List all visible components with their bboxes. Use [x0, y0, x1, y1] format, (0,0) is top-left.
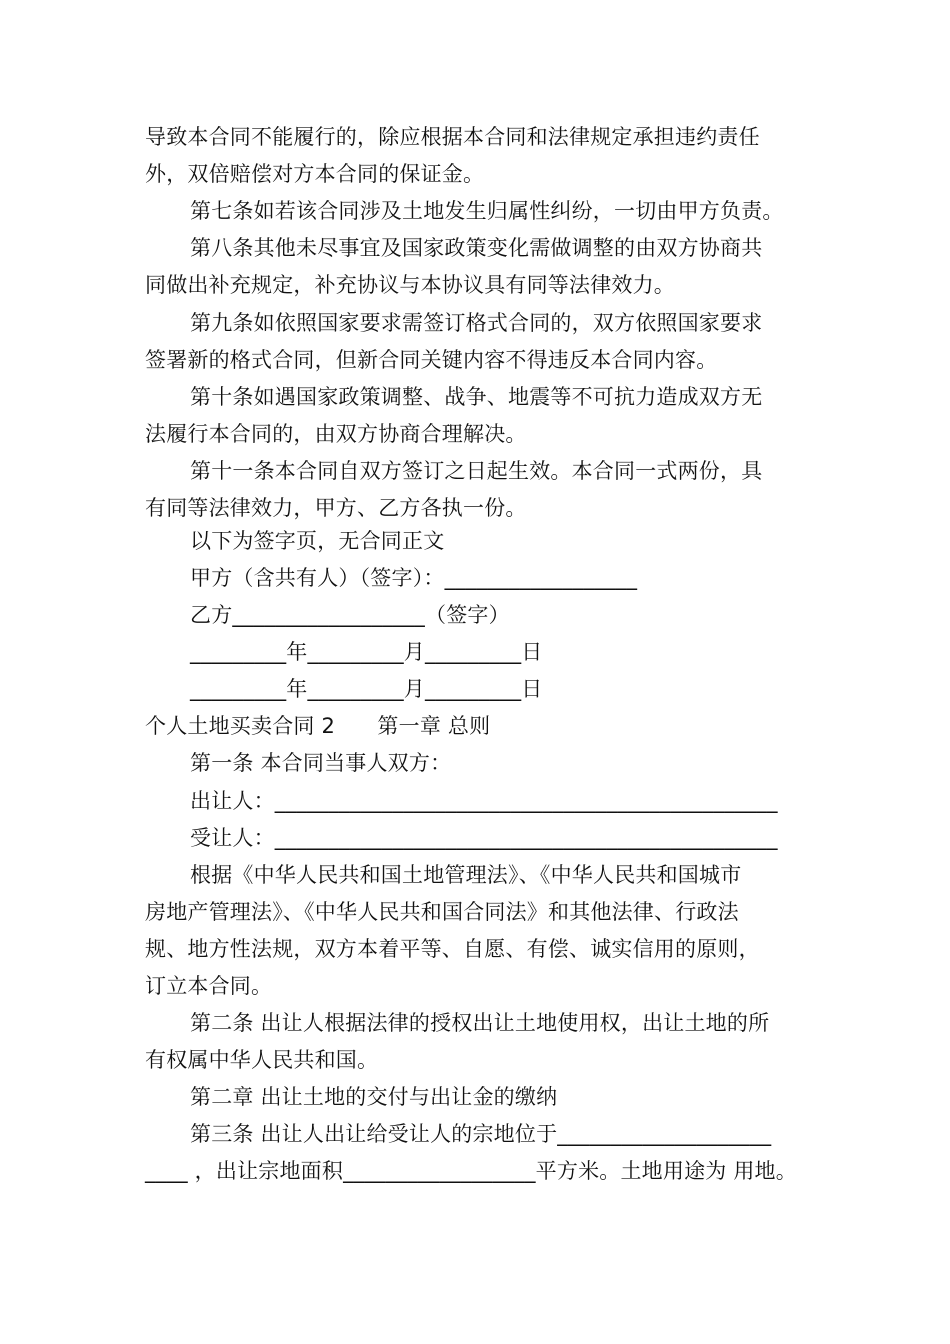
article-11: 第十一条本合同自双方签订之日起生效。本合同一式两份，具 — [190, 459, 763, 483]
text-line: ____ ，出让宗地面积__________________平方米。土地用途为 用地。 — [145, 1159, 797, 1183]
party-a-signature: 甲方（含共有人）（签字）：__________________ — [190, 566, 638, 590]
text-line: 同做出补充规定，补充协议与本协议具有同等法律效力。 — [145, 273, 675, 297]
grantor-line: 出让人：_______________________________________________ — [190, 789, 778, 813]
text-line: 规、地方性法规，双方本着平等、自愿、有偿、诚实信用的原则， — [145, 937, 760, 961]
text-line: 外，双倍赔偿对方本合同的保证金。 — [145, 162, 485, 186]
date-line: _________年_________月_________日 — [190, 677, 543, 701]
text-line: 导致本合同不能履行的，除应根据本合同和法律规定承担违约责任 — [145, 125, 760, 149]
article-7: 第七条如若该合同涉及土地发生归属性纠纷，一切由甲方负责。 — [190, 199, 784, 223]
text-line: 有权属中华人民共和国。 — [145, 1048, 379, 1072]
text-line: 签署新的格式合同，但新合同关键内容不得违反本合同内容。 — [145, 348, 718, 372]
text-line: 房地产管理法》、《中华人民共和国合同法》和其他法律、行政法 — [145, 900, 739, 924]
date-line: _________年_________月_________日 — [190, 640, 543, 664]
article-10: 第十条如遇国家政策调整、战争、地震等不可抗力造成双方无 — [190, 385, 763, 409]
contract-title: 个人土地买卖合同 2 第一章 总则 — [145, 714, 491, 738]
text-line: 有同等法律效力，甲方、乙方各执一份。 — [145, 496, 527, 520]
text-line: 法履行本合同的，由双方协商合理解决。 — [145, 422, 527, 446]
article-9: 第九条如依照国家要求需签订格式合同的，双方依照国家要求 — [190, 311, 763, 335]
article-1: 第一条 本合同当事人双方： — [190, 751, 452, 775]
chapter-2-heading: 第二章 出让土地的交付与出让金的缴纳 — [190, 1085, 558, 1109]
text-line: 订立本合同。 — [145, 974, 273, 998]
grantee-line: 受让人：_______________________________________________ — [190, 826, 778, 850]
party-b-signature: 乙方__________________（签字） — [190, 603, 510, 627]
article-2: 第二条 出让人根据法律的授权出让土地使用权，出让土地的所 — [190, 1011, 770, 1035]
article-8: 第八条其他未尽事宜及国家政策变化需做调整的由双方协商共 — [190, 236, 763, 260]
article-3: 第三条 出让人出让给受让人的宗地位于____________________ — [190, 1122, 772, 1146]
signature-note: 以下为签字页，无合同正文 — [190, 529, 445, 553]
legal-basis: 根据《中华人民共和国土地管理法》、《中华人民共和国城市 — [190, 863, 742, 887]
